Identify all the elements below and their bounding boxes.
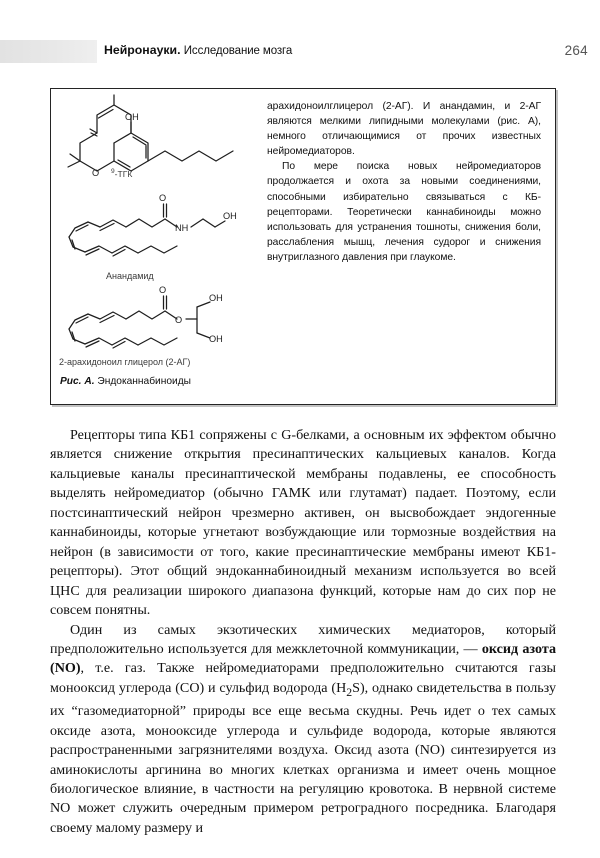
figure-caption: [60, 376, 191, 387]
figure-box: [50, 88, 556, 405]
figure-caption-text: Эндоканнабиноиды: [97, 376, 191, 387]
figure-inner: [51, 89, 555, 404]
atom-label-o-ester: O: [175, 315, 183, 325]
atom-label-nh: NH: [175, 223, 189, 233]
atom-label-o: O: [92, 168, 100, 178]
atom-label-o-carbonyl: O: [159, 193, 167, 203]
body-paragraph-1: Рецепторы типа КБ1 сопряжены с G-белками, а основным их эффектом обычно является снижение открытия пресинаптических кальциевых каналов. Когда кальциевые каналы пресинаптической мембраны подавлены, ее способность выделять нейромедиатор (обычно ГАМК или глутамат) падает. Поэтому, если постсинаптический нейрон чрезмерно активен, он высвобождает эндогенные каннабиноиды, которые угнетают возбуждающие или тормозные воздействия на нейрон (в зависимости от того, какие пресинаптические мембраны имеют КБ1-рецепторы). Этот общий эндоканнабиноидный механизм используется во всей ЦНС для реализации широкого диапазона функций, которые нам до сих пор не совсем понятны.: [50, 427, 556, 619]
body-text: [50, 426, 556, 838]
running-head: [0, 40, 600, 63]
running-head-title: [104, 43, 292, 57]
atom-label-oh-2: OH: [209, 334, 223, 344]
2ag-structure-diagram: [55, 281, 260, 363]
body-paragraph-2: Один из самых экзотических химических медиаторов, который предположительно используется для межклеточной коммуникации, — оксид азота (NO), т.е. газ. Также нейромедиаторами предположительно считаются газы монооксид углерода (СО) и сульфид водорода $(H_2S)$, однако свидетельства в пользу их “газомедиаторной” природы все еще весьма скудны. Речь идет о тех самых оксиде азота, монооксиде углерода и сульфиде водорода, которые являются распространенными загрязнителями воздуха. Оксид азота (NO) синтезируется из аминокислоты аргинина во многих клетках организма и имеет очень мощное биологическое влияние, в частности на регуляцию кровотока. В нервной системе NO может служить очередным примером ретроградного посредника. Благодаря своему малому размеру и: [50, 621, 556, 836]
figure-caption-label: Рис. А.: [60, 376, 95, 387]
page-number: 264: [564, 43, 588, 58]
running-head-title-regular: Исследование мозга: [183, 45, 293, 57]
chemical-structures-column: [51, 89, 263, 404]
running-head-title-bold: Нейронауки.: [104, 43, 181, 57]
figure-box-paragraph-2: По мере поиска новых нейромедиаторов продолжается и охота за новыми соединениями, способными избирательно связываться с КБ-рецепторами. Теоретически каннабиноиды можно использовать для устранения тошноты, снижения боли, расслабления мышц, лечения судорог и снижения внутриглазного давления при глаукоме.: [267, 161, 541, 263]
atom-label-oh-1: OH: [209, 293, 223, 303]
anandamide-label: Анандамид: [106, 271, 154, 281]
atom-label-oh: OH: [125, 112, 139, 122]
figure-box-text: [267, 99, 541, 265]
anandamide-structure-diagram: [55, 189, 255, 271]
thc-structure-diagram: [57, 93, 267, 181]
figure-box-paragraph-1: арахидоноилглицерол (2-АГ). И анандамин, и 2-АГ являются мелкими липидными молекулами (рис. А), немного отличающимися от прочих известных нейромедиаторов.: [267, 101, 541, 158]
page-number-band: [0, 40, 97, 63]
2ag-label: 2-арахидоноил глицерол (2-АГ): [59, 357, 191, 367]
thc-label: $^9$-ТГК: [111, 168, 133, 179]
atom-label-o-carbonyl-2ag: O: [159, 285, 167, 295]
atom-label-oh-tail: OH: [223, 211, 237, 221]
